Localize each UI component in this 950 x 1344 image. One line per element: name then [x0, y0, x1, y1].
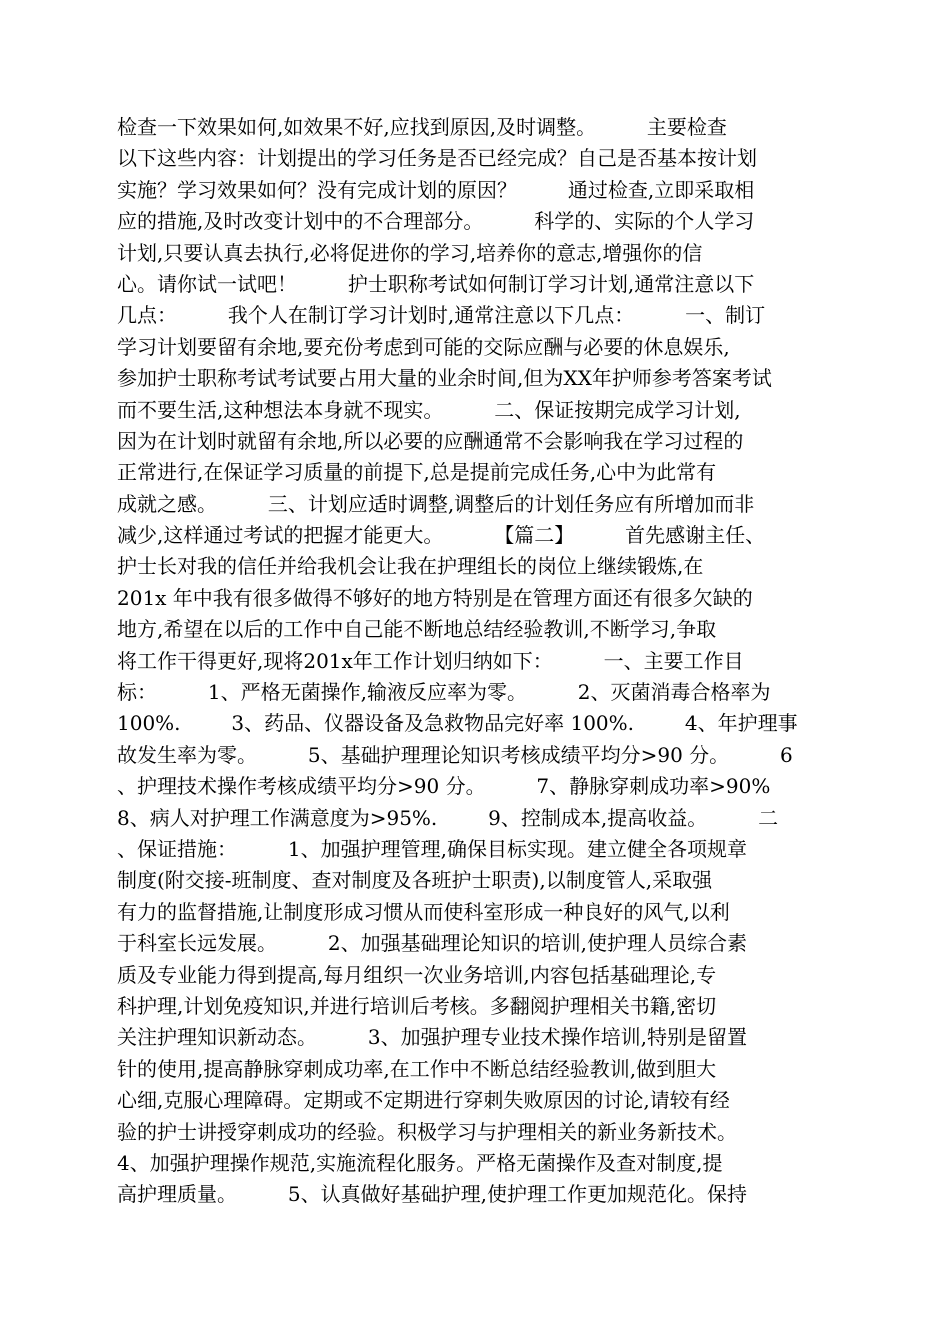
text-line: 实施？学习效果如何？没有完成计划的原因？ 通过检查,立即采取相 — [117, 177, 755, 202]
text-line: 标： 1、严格无菌操作,输液反应率为零。 2、灭菌消毒合格率为 — [117, 680, 771, 705]
text-line: 检查一下效果如何,如效果不好,应找到原因,及时调整。 主要检查 — [117, 115, 727, 139]
text-line: 针的使用,提高静脉穿刺成功率,在工作中不断总结经验教训,做到胆大 — [117, 1056, 717, 1081]
text-line: 、保证措施： 1、加强护理管理,确保目标实现。建立健全各项规章 — [117, 836, 747, 861]
text-line: 将工作干得更好,现将201x年工作计划归纳如下： 一、主要工作目 — [117, 648, 744, 673]
text-line: 参加护士职称考试考试要占用大量的业余时间,但为XX年护师参考答案考试 — [117, 366, 772, 391]
text-line: 8、病人对护理工作满意度为>95%. 9、控制成本,提高收益。 二 — [117, 805, 779, 830]
text-line: 因为在计划时就留有余地,所以必要的应酬通常不会影响我在学习过程的 — [117, 428, 744, 453]
text-line: 、护理技术操作考核成绩平均分>90 分。 7、静脉穿刺成功率>90% — [117, 774, 771, 799]
text-line: 关注护理知识新动态。 3、加强护理专业技术操作培训,特别是留置 — [117, 1025, 747, 1050]
text-line: 正常进行,在保证学习质量的前提下,总是提前完成任务,心中为此常有 — [117, 460, 717, 485]
text-line: 以下这些内容：计划提出的学习任务是否已经完成？自己是否基本按计划 — [117, 146, 757, 171]
text-line: 几点： 我个人在制订学习计划时,通常注意以下几点： 一、制订 — [117, 303, 766, 328]
text-line: 成就之感。 三、计划应适时调整,调整后的计划任务应有所增加而非 — [117, 491, 755, 516]
text-line: 护士长对我的信任并给我机会让我在护理组长的岗位上继续锻炼,在 — [117, 554, 704, 579]
body-text — [117, 112, 857, 1211]
text-line: 有力的监督措施,让制度形成习惯从而使科室形成一种良好的风气,以利 — [117, 899, 730, 924]
text-line: 于科室长远发展。 2、加强基础理论知识的培训,使护理人员综合素 — [117, 931, 747, 956]
text-line: 心细,克服心理障碍。定期或不定期进行穿刺失败原因的讨论,请较有经 — [117, 1088, 730, 1113]
text-line: 减少,这样通过考试的把握才能更大。 【篇二】 首先感谢主任、 — [117, 523, 766, 548]
text-line: 201x 年中我有很多做得不够好的地方特别是在管理方面还有很多欠缺的 — [117, 585, 753, 610]
text-line: 验的护士讲授穿刺成功的经验。积极学习与护理相关的新业务新技术。 — [117, 1119, 737, 1144]
text-line: 4、加强护理操作规范,实施流程化服务。严格无菌操作及查对制度,提 — [117, 1150, 723, 1175]
text-line: 高护理质量。 5、认真做好基础护理,使护理工作更加规范化。保持 — [117, 1182, 747, 1207]
text-line: 质及专业能力得到提高,每月组织一次业务培训,内容包括基础理论,专 — [117, 962, 717, 987]
text-line: 心。请你试一试吧！ 护士职称考试如何制订学习计划,通常注意以下 — [117, 271, 755, 296]
text-line: 而不要生活,这种想法本身就不现实。 二、保证按期完成学习计划, — [117, 397, 741, 422]
text-line: 故发生率为零。 5、基础护理理论知识考核成绩平均分>90 分。 6 — [117, 742, 793, 767]
text-line: 制度(附交接-班制度、查对制度及各班护士职责),以制度管人,采取强 — [117, 868, 713, 893]
text-line: 学习计划要留有余地,要充份考虑到可能的交际应酬与必要的休息娱乐, — [117, 334, 730, 359]
text-line: 应的措施,及时改变计划中的不合理部分。 科学的、实际的个人学习 — [117, 209, 755, 234]
text-line: 100%. 3、药品、仪器设备及急救物品完好率 100%. 4、年护理事 — [117, 711, 798, 736]
text-line: 地方,希望在以后的工作中自己能不断地总结经验教训,不断学习,争取 — [117, 617, 717, 642]
text-line: 计划,只要认真去执行,必将促进你的学习,培养你的意志,增强你的信 — [117, 240, 703, 265]
text-line: 科护理,计划免疫知识,并进行培训后考核。多翻阅护理相关书籍,密切 — [117, 993, 717, 1018]
